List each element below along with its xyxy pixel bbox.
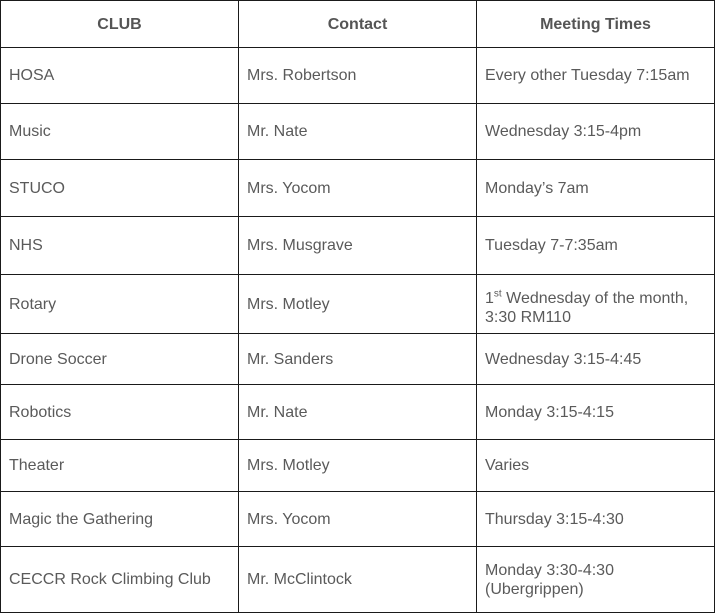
contact-cell: Mrs. Motley bbox=[239, 275, 477, 334]
club-cell: NHS bbox=[1, 217, 239, 275]
meeting-time-cell: Thursday 3:15-4:30 bbox=[477, 492, 715, 547]
meeting-time-ordinal: 1 bbox=[485, 290, 494, 307]
meeting-time-line2: (Ubergrippen) bbox=[485, 580, 584, 598]
meeting-time-cell: Monday’s 7am bbox=[477, 160, 715, 217]
contact-cell: Mr. Nate bbox=[239, 385, 477, 440]
header-contact: Contact bbox=[239, 1, 477, 48]
club-cell: Drone Soccer bbox=[1, 334, 239, 385]
club-cell: Music bbox=[1, 104, 239, 160]
meeting-time-ordinal-suffix: st bbox=[493, 288, 502, 300]
club-cell: Rotary bbox=[1, 275, 239, 334]
table-row bbox=[1, 492, 715, 547]
table-row bbox=[1, 385, 715, 440]
table-row bbox=[1, 275, 715, 334]
club-cell: Robotics bbox=[1, 385, 239, 440]
table-row bbox=[1, 160, 715, 217]
meeting-time-cell: Wednesday 3:15-4pm bbox=[477, 104, 715, 160]
contact-cell: Mrs. Yocom bbox=[239, 492, 477, 547]
contact-cell: Mrs. Motley bbox=[239, 440, 477, 492]
club-cell: Theater bbox=[1, 440, 239, 492]
contact-cell: Mr. Nate bbox=[239, 104, 477, 160]
meeting-time-cell: Varies bbox=[477, 440, 715, 492]
contact-cell: Mrs. Robertson bbox=[239, 48, 477, 104]
contact-cell: Mrs. Musgrave bbox=[239, 217, 477, 275]
meeting-time-cell: Monday 3:15-4:15 bbox=[477, 385, 715, 440]
meeting-time-line2: 3:30 RM110 bbox=[485, 309, 571, 326]
meeting-time-cell: Tuesday 7-7:35am bbox=[477, 217, 715, 275]
meeting-time-cell: Every other Tuesday 7:15am bbox=[477, 48, 715, 104]
contact-cell: Mr. Sanders bbox=[239, 334, 477, 385]
contact-cell: Mr. McClintock bbox=[239, 547, 477, 613]
club-cell: Magic the Gathering bbox=[1, 492, 239, 547]
meeting-time-cell bbox=[477, 275, 715, 334]
meeting-time-cell: Wednesday 3:15-4:45 bbox=[477, 334, 715, 385]
club-cell: CECCR Rock Climbing Club bbox=[1, 547, 239, 613]
table-row bbox=[1, 217, 715, 275]
meeting-time-cell bbox=[477, 547, 715, 613]
table-row bbox=[1, 547, 715, 613]
header-row bbox=[1, 1, 715, 48]
club-cell: STUCO bbox=[1, 160, 239, 217]
contact-cell: Mrs. Yocom bbox=[239, 160, 477, 217]
table-row bbox=[1, 104, 715, 160]
meeting-time-line1: Wednesday of the month, bbox=[501, 290, 689, 307]
header-meeting-times: Meeting Times bbox=[477, 1, 715, 48]
table-row bbox=[1, 48, 715, 104]
table-row bbox=[1, 440, 715, 492]
header-club: CLUB bbox=[1, 1, 239, 48]
meeting-time-line1: Monday 3:30-4:30 bbox=[485, 561, 614, 579]
club-cell: HOSA bbox=[1, 48, 239, 104]
table-row bbox=[1, 334, 715, 385]
